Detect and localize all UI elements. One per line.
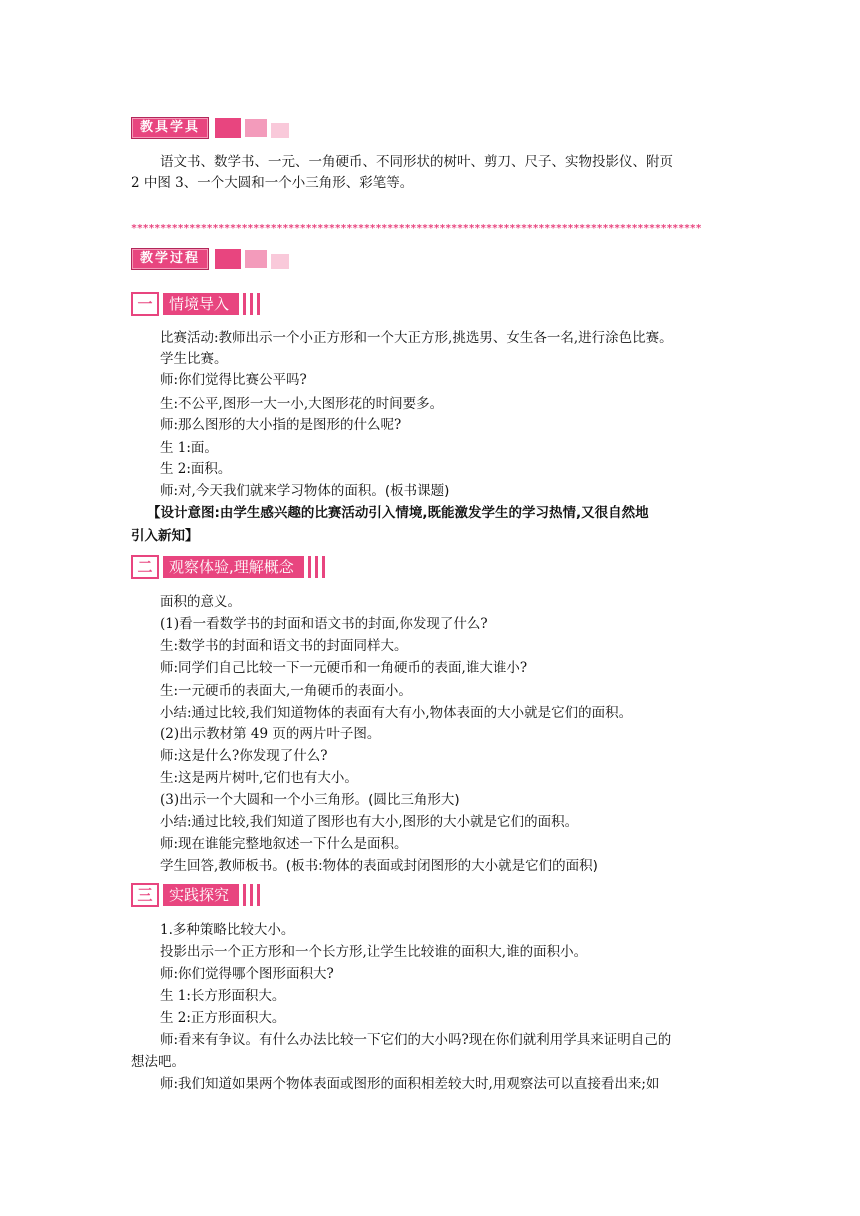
section-bars — [239, 884, 260, 906]
banner-square-light — [271, 123, 289, 138]
text-line: (1)看一看数学书的封面和语文书的封面,你发现了什么? — [160, 616, 488, 632]
text-line: 生 2:面积。 — [160, 461, 232, 477]
text-line: 学生比赛。 — [160, 351, 228, 367]
board-note: (板书课题) — [384, 483, 450, 499]
text-line: 生:不公平,图形一大一小,大图形花的时间要多。 — [160, 396, 444, 412]
banner-square-dark — [215, 249, 241, 269]
banner-square-dark — [215, 118, 241, 138]
banner-square-mid — [245, 250, 267, 268]
text-line: 师:那么图形的大小指的是图形的什么呢? — [160, 417, 402, 433]
text-line — [160, 856, 598, 877]
text-line: 师:现在谁能完整地叙述一下什么是面积。 — [160, 836, 408, 852]
section-header-3 — [131, 884, 260, 906]
text-line: 师:这是什么?你发现了什么? — [160, 748, 328, 764]
text-line: 比赛活动:教师出示一个小正方形和一个大正方形,挑选男、女生各一名,进行涂色比赛。 — [160, 330, 673, 346]
text-line: 师:你们觉得哪个图形面积大? — [160, 966, 334, 982]
star-divider: ************************************************************************************************** — [131, 224, 702, 234]
text-line: 师:看来有争议。有什么办法比较一下它们的大小吗?现在你们就利用学具来证明自己的 — [160, 1032, 672, 1048]
process-banner-label: 教学过程 — [131, 248, 209, 270]
text-line: 生:这是两片树叶,它们也有大小。 — [160, 770, 358, 786]
text-line: 生:一元硬币的表面大,一角硬币的表面小。 — [160, 683, 412, 699]
design-intent-line1: 【设计意图:由学生感兴趣的比赛活动引入情境,既能激发学生的学习热情,又很自然地 — [147, 505, 649, 521]
text-line — [160, 481, 449, 502]
text-line: 1.多种策略比较大小。 — [160, 922, 295, 938]
text-line: 师:同学们自己比较一下一元硬币和一角硬币的表面,谁大谁小? — [160, 660, 528, 676]
text-plain: (3)出示一个大圆和一个小三角形。 — [160, 792, 369, 808]
text-plain: 师:对,今天我们就来学习物体的面积。 — [160, 483, 385, 499]
board-note: (板书:物体的表面或封闭图形的大小就是它们的面积) — [285, 858, 598, 874]
section-title: 实践探究 — [163, 884, 239, 906]
section-title: 观察体验,理解概念 — [163, 556, 304, 578]
text-line: 小结:通过比较,我们知道物体的表面有大有小,物体表面的大小就是它们的面积。 — [160, 705, 633, 721]
text-line: 小结:通过比较,我们知道了图形也有大小,图形的大小就是它们的面积。 — [160, 814, 579, 830]
tools-banner-label: 教具学具 — [131, 117, 209, 139]
tools-banner — [131, 117, 289, 139]
text-plain: 学生回答,教师板书。 — [160, 858, 286, 874]
text-line: 想法吧。 — [131, 1054, 185, 1070]
text-line: 生:数学书的封面和语文书的封面同样大。 — [160, 638, 408, 654]
text-line: 生 1:长方形面积大。 — [160, 988, 286, 1004]
banner-square-light — [271, 254, 289, 269]
section-header-1 — [131, 293, 260, 315]
text-line: 投影出示一个正方形和一个长方形,让学生比较谁的面积大,谁的面积小。 — [160, 944, 588, 960]
section-bars — [304, 556, 325, 578]
tools-text-line2: 2 中图 3、一个大圆和一个小三角形、彩笔等。 — [131, 175, 414, 191]
text-line: 生 2:正方形面积大。 — [160, 1010, 286, 1026]
text-line: 生 1:面。 — [160, 440, 218, 456]
text-line: (2)出示教材第 49 页的两片叶子图。 — [160, 726, 381, 742]
section-header-2 — [131, 556, 325, 578]
text-line: 面积的意义。 — [160, 594, 241, 610]
section-bars — [239, 293, 260, 315]
section-title: 情境导入 — [163, 293, 239, 315]
tools-text-line1: 语文书、数学书、一元、一角硬币、不同形状的树叶、剪刀、尺子、实物投影仪、附页 — [160, 154, 673, 170]
design-intent-line2: 引入新知】 — [131, 528, 199, 544]
section-number: 一 — [131, 292, 159, 316]
section-number: 二 — [131, 555, 159, 579]
text-line — [160, 790, 460, 811]
process-banner — [131, 248, 289, 270]
banner-square-mid — [245, 119, 267, 137]
board-note: (圆比三角形大) — [368, 792, 460, 808]
text-line: 师:你们觉得比赛公平吗? — [160, 372, 307, 388]
text-line: 师:我们知道如果两个物体表面或图形的面积相差较大时,用观察法可以直接看出来;如 — [160, 1076, 660, 1092]
section-number: 三 — [131, 883, 159, 907]
